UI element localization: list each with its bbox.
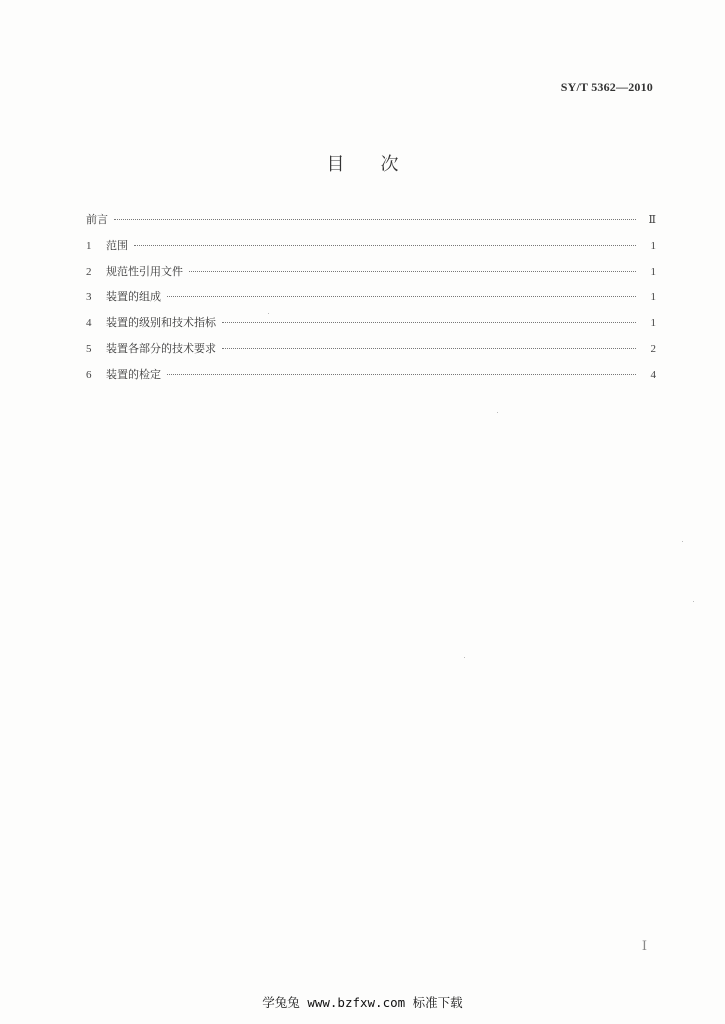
toc-entry-page: 2 — [650, 342, 656, 355]
toc-entry-2[interactable] — [86, 263, 656, 289]
toc-leader-dots — [189, 271, 636, 272]
scan-speck — [268, 313, 269, 314]
toc-entry-label: 装置的级别和技术指标 — [106, 316, 216, 330]
scan-speck — [497, 412, 498, 413]
toc-entry-4[interactable] — [86, 314, 656, 340]
toc-leader-dots — [167, 374, 636, 375]
toc-entry-page: 1 — [650, 291, 656, 304]
toc-entry-number: 3 — [86, 291, 92, 304]
toc-title-char-2: 次 — [380, 154, 399, 175]
toc-entry-label: 范围 — [106, 238, 128, 252]
toc-entry-page: Ⅱ — [648, 214, 656, 226]
toc-leader-dots — [222, 322, 636, 323]
toc-entry-number: 2 — [86, 265, 92, 278]
toc-entry-label: 装置的组成 — [106, 290, 161, 304]
watermark-text: 学兔兔 www.bzfxw.com 标准下载 — [262, 995, 463, 1010]
scan-speck — [693, 601, 694, 602]
toc-entry-6[interactable] — [86, 366, 656, 392]
toc-title-char-1: 目 — [326, 154, 345, 175]
toc-entry-page: 1 — [650, 265, 656, 278]
toc-entry-number: 6 — [86, 368, 92, 381]
toc-entry-label: 装置各部分的技术要求 — [106, 341, 216, 355]
toc-leader-dots — [167, 296, 636, 297]
toc-title — [0, 150, 725, 176]
toc-entry-page: 4 — [650, 368, 656, 381]
toc-entry-3[interactable] — [86, 288, 656, 314]
toc-leader-dots — [222, 348, 636, 349]
toc-leader-dots — [114, 219, 636, 220]
toc-entry-number: 5 — [86, 342, 92, 355]
toc-entry-label: 前言 — [86, 213, 108, 226]
standard-code: SY/T 5362—2010 — [560, 80, 653, 94]
toc-entry-number: 4 — [86, 317, 92, 330]
toc-leader-dots — [134, 245, 636, 246]
toc-entry-label: 装置的检定 — [106, 367, 161, 381]
toc-entry-1[interactable] — [86, 237, 656, 263]
scan-speck — [464, 657, 465, 658]
toc-entry-number: 1 — [86, 239, 92, 252]
toc-entry-foreword[interactable] — [86, 211, 656, 237]
toc-entry-page: 1 — [650, 239, 656, 252]
toc-entry-page: 1 — [650, 317, 656, 330]
table-of-contents — [86, 211, 656, 392]
toc-entry-label: 规范性引用文件 — [106, 264, 183, 278]
toc-entry-5[interactable] — [86, 340, 656, 366]
scan-speck — [682, 541, 683, 542]
page-number: Ⅰ — [641, 938, 647, 953]
